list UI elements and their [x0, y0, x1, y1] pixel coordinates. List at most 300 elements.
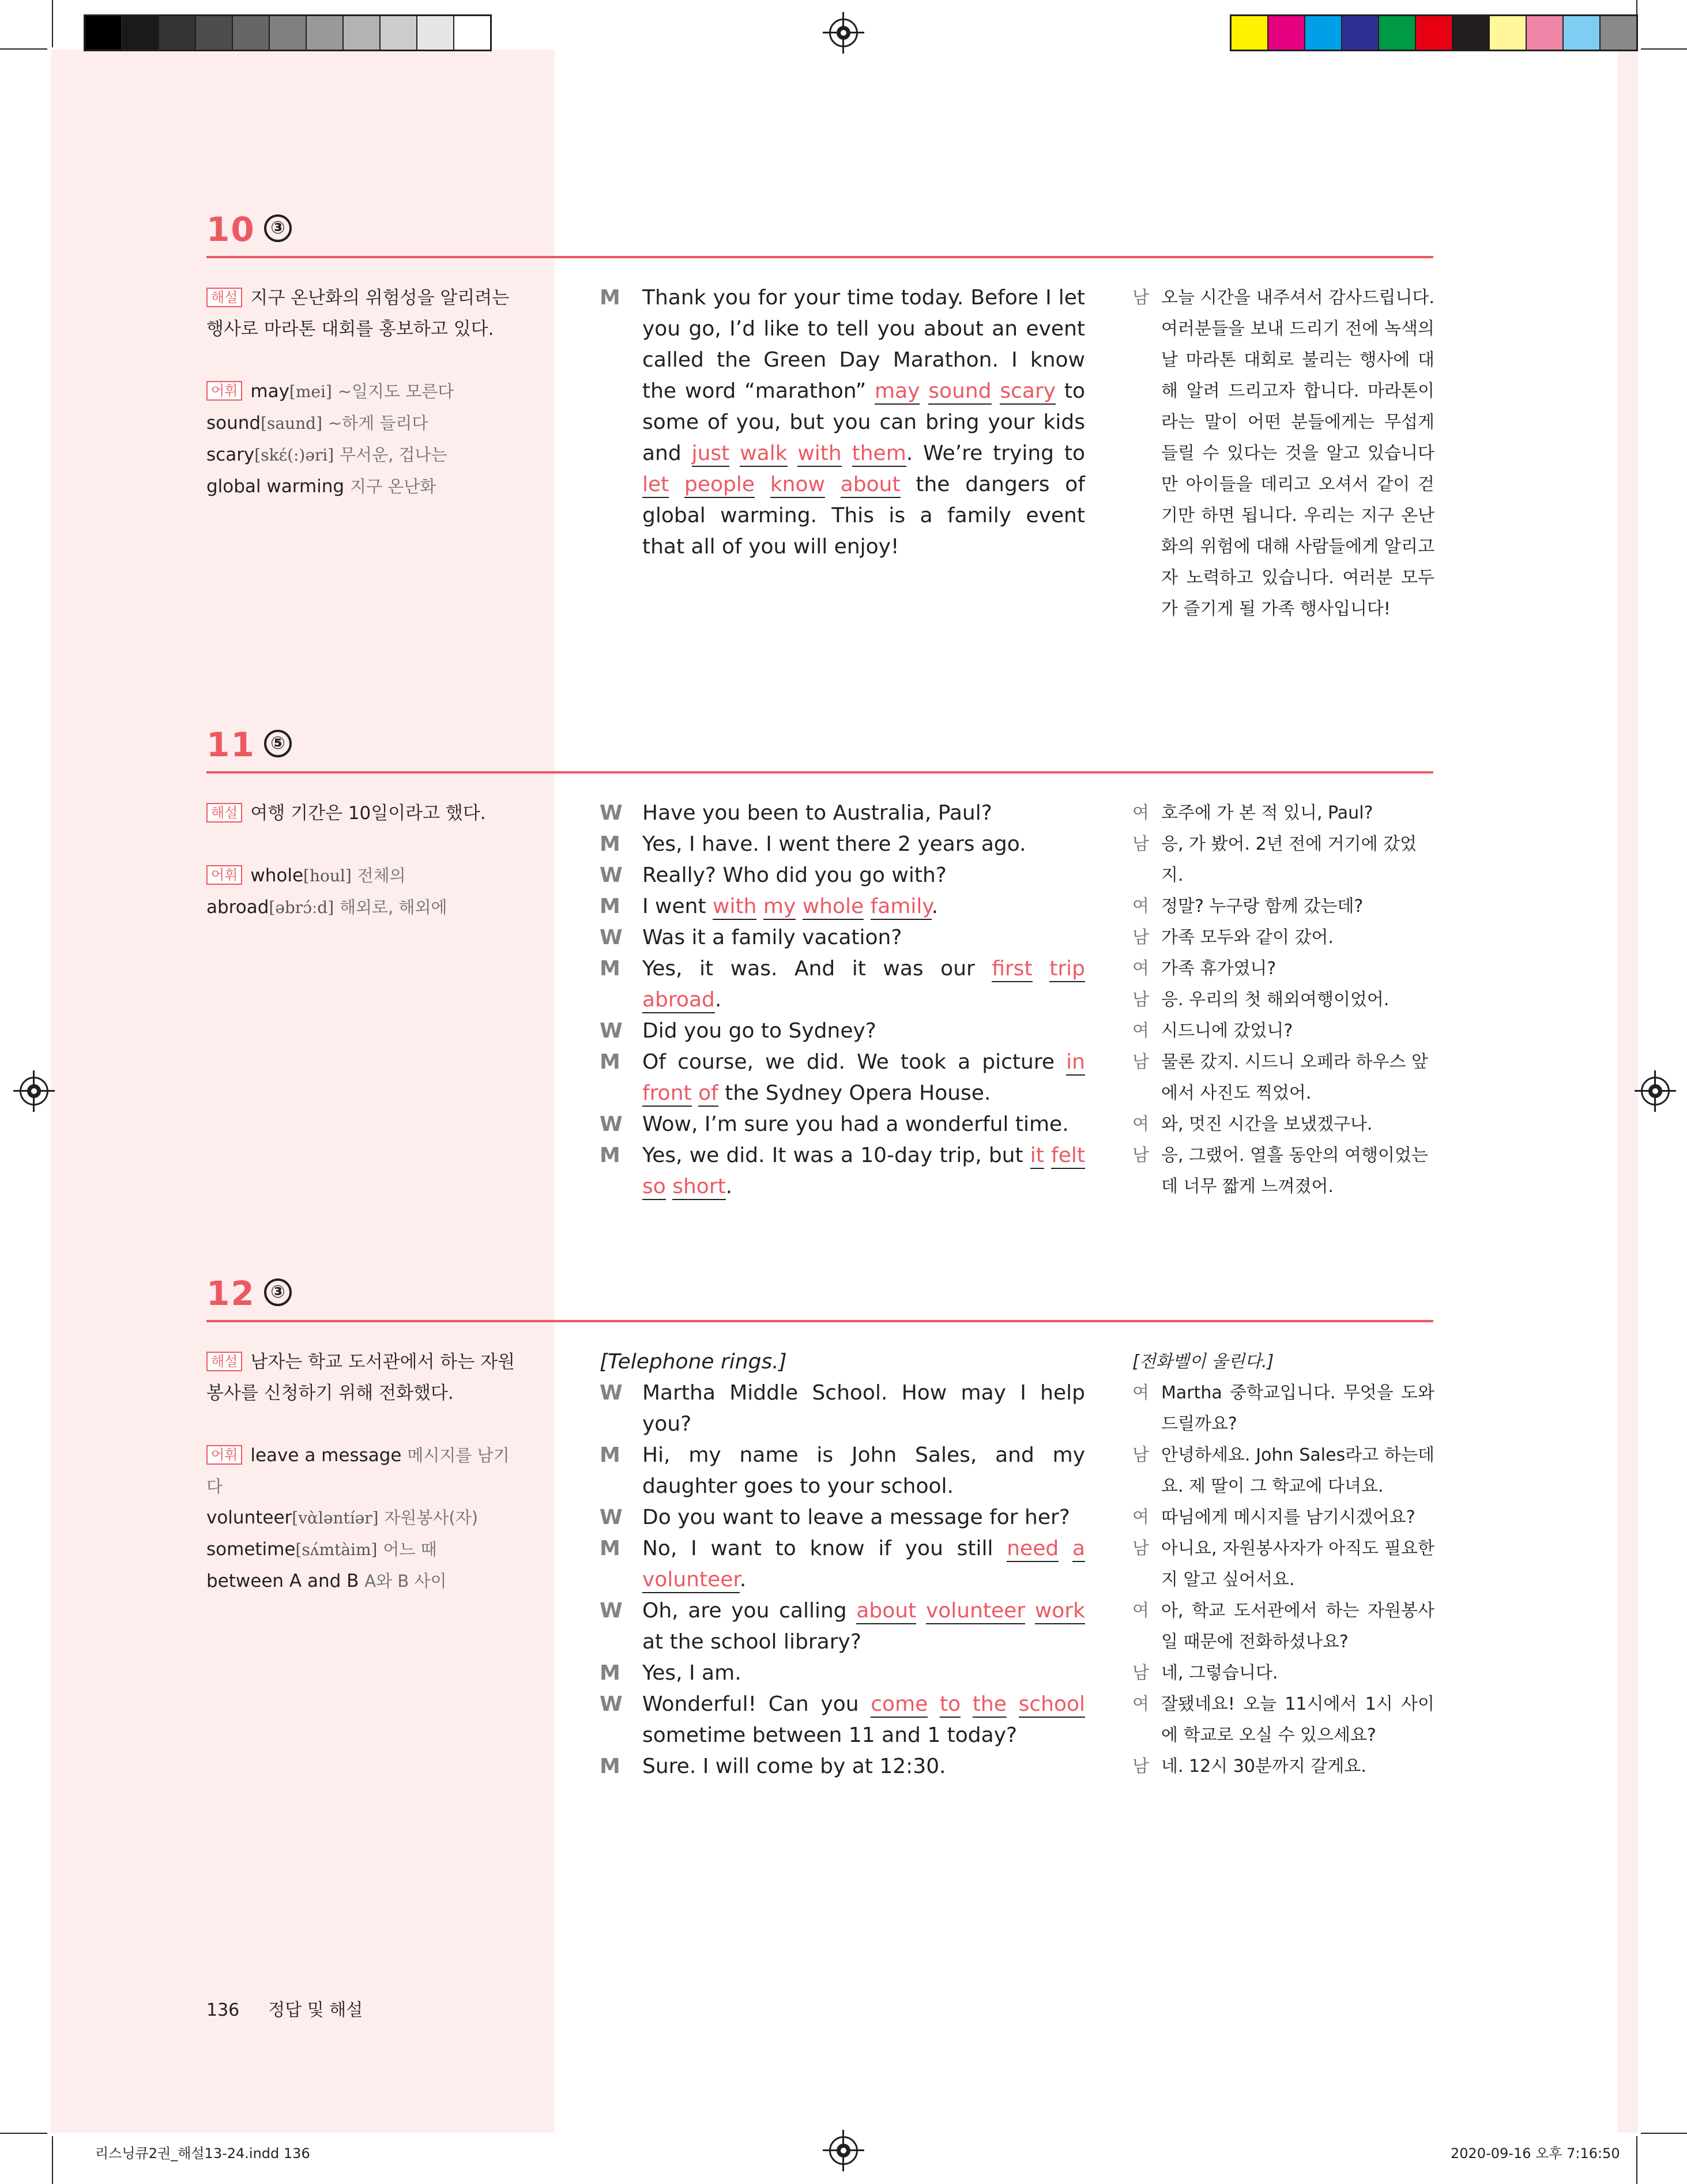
translation-line	[1132, 1689, 1434, 1751]
answer-word: it	[1030, 1144, 1044, 1169]
dialogue-text	[642, 282, 1085, 563]
stage-direction: [전화벨이 울린다.]	[1132, 1352, 1274, 1372]
speaker-label: M	[600, 832, 620, 856]
dialogue-text	[642, 1689, 1085, 1751]
crop-mark	[52, 2136, 53, 2184]
speaker-label: W	[600, 926, 623, 949]
vocab-term: sometime	[206, 1539, 296, 1560]
dialogue-segment: I went	[642, 895, 713, 918]
dialogue-segment	[961, 1692, 973, 1716]
dialogue-segment	[1059, 1537, 1072, 1560]
vocab-term: may	[250, 381, 289, 402]
translation-text: 네, 그렇습니다.	[1161, 1663, 1278, 1683]
dialogue-segment	[669, 473, 684, 496]
registration-mark-icon	[829, 18, 858, 47]
vocab-item	[206, 892, 518, 923]
vocab-phonetic: [əbrɔ́ːd]	[269, 898, 334, 917]
dialogue-text	[642, 860, 1085, 891]
answer-word: family	[871, 895, 932, 920]
dialogue-segment	[729, 442, 740, 465]
translation-text: 응, 가 봤어. 2년 전에 거기에 갔었지.	[1161, 834, 1417, 885]
translation-text: 오늘 시간을 내주셔서 감사드립니다. 여러분들을 보내 드리기 전에 녹색의 날 마라톤 대회로 불리는 행사에 대해 알려 드리고자 합니다. 마라톤이라는 말이 어떤 분들에게는 무섭게 들릴 수 있다는 것을 알고 있습니다만 아이들을 데리고 오셔서 같이 걷기만 하면 됩니다. 우리는 지구 온난화의 위험에 대해 사람들에게 알리고자 노력하고 있습니다. 여러분 모두가 즐기게 될 가족 행사입니다!	[1161, 288, 1434, 619]
color-swatch	[1416, 16, 1453, 50]
speaker-label: 여	[1132, 1021, 1149, 1041]
answer-word: may	[875, 379, 920, 405]
dialogue-segment: .	[931, 895, 939, 918]
color-swatch	[233, 16, 270, 50]
dialogue-segment: the dangers of global warming. This is a family event that all of you will enjoy!	[642, 473, 1085, 559]
dialogue-segment	[1007, 1692, 1019, 1716]
translation-line	[1132, 282, 1434, 625]
answer-badge: ③	[264, 214, 292, 242]
dialogue-lines	[600, 282, 1085, 563]
answer-badge: ⑤	[264, 730, 292, 757]
dialogue-text	[642, 1109, 1085, 1140]
dialogue-segment: Yes, I have. I went there 2 years ago.	[642, 832, 1026, 856]
vocab-item	[206, 471, 518, 502]
dialogue-line	[600, 1109, 1085, 1140]
explanation	[206, 798, 518, 829]
vocab-meaning: 지구 온난화	[349, 477, 436, 496]
translation-text: 응. 우리의 첫 해외여행이었어.	[1161, 990, 1389, 1010]
section-10-header	[206, 204, 1433, 258]
crop-mark	[1636, 0, 1637, 47]
dialogue-line	[600, 829, 1085, 860]
color-swatch	[196, 16, 233, 50]
translation-lines	[1132, 798, 1434, 1202]
answer-word: need	[1007, 1537, 1059, 1562]
explanation-text: 지구 온난화의 위험성을 알리려는 행사로 마라톤 대회를 홍보하고 있다.	[206, 288, 510, 340]
dialogue-segment	[928, 1692, 940, 1716]
vocab-item	[206, 439, 518, 471]
translation-text: 시드니에 갔었니?	[1161, 1021, 1293, 1041]
answer-badge: ③	[264, 1278, 292, 1306]
dialogue-segment: sometime between 11 and 1 today?	[642, 1723, 1018, 1747]
dialogue-segment: .	[739, 1568, 747, 1591]
vocab-meaning: 무서운, 겁나는	[340, 445, 447, 465]
speaker-label: 남	[1132, 1052, 1149, 1072]
dialogue-segment	[1025, 1599, 1035, 1623]
vocab-term: global warming	[206, 476, 345, 497]
dialogue-segment	[788, 442, 798, 465]
vocab-item	[206, 408, 518, 439]
section-11-dialogue	[600, 798, 1085, 1202]
dialogue-segment: at the school library?	[642, 1630, 861, 1654]
translation-line	[1132, 1751, 1434, 1782]
translation-line	[1132, 1502, 1434, 1533]
dialogue-segment: Sure. I will come by at 12:30.	[642, 1755, 946, 1778]
speaker-label: 여	[1132, 896, 1149, 916]
translation-text: 따님에게 메시지를 남기시겠어요?	[1161, 1507, 1415, 1527]
speaker-label: 여	[1132, 1694, 1149, 1714]
translation-line	[1132, 891, 1434, 922]
speaker-label: M	[600, 1144, 620, 1167]
dialogue-lines	[600, 798, 1085, 1202]
answer-word: whole	[803, 895, 864, 920]
page-footer	[206, 1996, 363, 2021]
vocab-term: between A and B	[206, 1571, 359, 1591]
crop-mark	[52, 0, 53, 47]
dialogue-line	[600, 860, 1085, 891]
vocab-term: scary	[206, 444, 255, 465]
answer-word: trip	[1049, 957, 1085, 982]
question-number: 11	[206, 725, 255, 764]
speaker-label: M	[600, 957, 620, 980]
speaker-label: 여	[1132, 1507, 1149, 1527]
color-swatch	[1268, 16, 1305, 50]
color-swatch	[85, 16, 122, 50]
answer-word: come	[871, 1692, 928, 1718]
grayscale-calibration-strip	[84, 14, 492, 51]
vocab-term: leave a message	[250, 1445, 402, 1466]
speaker-label: W	[600, 1692, 623, 1716]
translation-line	[1132, 953, 1434, 985]
dialogue-text	[642, 1658, 1085, 1689]
vocab-meaning: 해외로, 해외에	[340, 897, 447, 917]
color-swatch	[1453, 16, 1490, 50]
translation-line	[1132, 1378, 1434, 1440]
vocab-list	[206, 1440, 518, 1597]
crop-mark	[1641, 2133, 1687, 2134]
dialogue-segment: Of course, we did. We took a picture	[642, 1050, 1067, 1074]
vocab-item	[206, 376, 518, 408]
vocab-phonetic: [houl]	[303, 866, 352, 885]
answer-word: short	[672, 1175, 726, 1200]
section-12-dialogue	[600, 1346, 1085, 1782]
speaker-label: M	[600, 1755, 620, 1778]
vocab-tag: 어휘	[206, 1445, 242, 1465]
translation-lines	[1132, 1378, 1434, 1782]
dialogue-segment	[920, 379, 928, 403]
vocab-tag: 어휘	[206, 865, 242, 885]
dialogue-line	[600, 1689, 1085, 1751]
vocab-item	[206, 1534, 518, 1566]
dialogue-segment	[1044, 1144, 1051, 1167]
answer-word: about	[841, 473, 901, 498]
dialogue-segment: Wonderful! Can you	[642, 1692, 871, 1716]
dialogue-segment	[755, 473, 770, 496]
speaker-label: M	[600, 1537, 620, 1560]
dialogue-line	[600, 1047, 1085, 1109]
dialogue-segment: Was it a family vacation?	[642, 926, 902, 949]
section-11-header	[206, 719, 1433, 774]
dialogue-segment: Thank you for your time today. Before I let you go, I’d like to tell you about an event called the Green Day Marathon. I know the word “marathon”	[642, 286, 1085, 403]
dialogue-line	[600, 1595, 1085, 1658]
answer-word: people	[684, 473, 755, 498]
dialogue-segment: Yes, it was. And it was our	[642, 957, 992, 980]
answer-word: the	[973, 1692, 1007, 1718]
dialogue-segment: . We’re trying to	[906, 442, 1086, 465]
vocab-item	[206, 1502, 518, 1534]
vocab-meaning: ~하게 들리다	[327, 413, 428, 433]
translation-line	[1132, 1533, 1434, 1595]
dialogue-line	[600, 1502, 1085, 1533]
dialogue-lines	[600, 1378, 1085, 1782]
dialogue-text	[642, 953, 1085, 1016]
section-11-translation	[1132, 798, 1434, 1202]
dialogue-line	[600, 1140, 1085, 1202]
translation-text: 아니요, 자원봉사자가 아직도 필요한지 알고 싶어서요.	[1161, 1538, 1434, 1590]
translation-text: 가족 휴가였니?	[1161, 959, 1276, 979]
dialogue-text	[642, 1533, 1085, 1595]
translation-text: 안녕하세요. John Sales라고 하는데요. 제 딸이 그 학교에 다녀요.	[1161, 1445, 1434, 1496]
color-swatch	[1601, 16, 1636, 50]
answer-word: know	[770, 473, 825, 498]
answer-word: school	[1019, 1692, 1085, 1718]
answer-word: first	[992, 957, 1032, 982]
speaker-label: W	[600, 1019, 623, 1043]
section-11-notes	[206, 798, 518, 923]
vocab-phonetic: [mei]	[289, 382, 332, 401]
vocab-phonetic: [sʌ́mtàim]	[295, 1540, 378, 1559]
answer-word: volunteer	[926, 1599, 1025, 1624]
speaker-label: M	[600, 1050, 620, 1074]
question-number: 12	[206, 1274, 255, 1313]
color-swatch	[344, 16, 381, 50]
dialogue-segment: No, I want to know if you still	[642, 1537, 1007, 1560]
vocab-meaning: A와 B 사이	[364, 1571, 447, 1591]
page-number: 136	[206, 2000, 240, 2020]
answer-word: with	[797, 442, 841, 467]
section-12-translation	[1132, 1346, 1434, 1782]
color-swatch	[1305, 16, 1342, 50]
crop-mark	[0, 2133, 47, 2134]
speaker-label: 여	[1132, 1383, 1149, 1403]
dialogue-segment: Do you want to leave a message for her?	[642, 1506, 1070, 1529]
translation-line	[1132, 1440, 1434, 1502]
color-swatch	[381, 16, 417, 50]
vocab-phonetic: [vὰləntíər]	[292, 1508, 379, 1527]
dialogue-text	[642, 1440, 1085, 1502]
section-12-header	[206, 1268, 1433, 1322]
answer-word: them	[852, 442, 906, 467]
color-swatch	[307, 16, 344, 50]
question-number: 10	[206, 210, 255, 249]
vocab-list	[206, 860, 518, 923]
dialogue-line	[600, 1016, 1085, 1047]
vocab-list	[206, 376, 518, 502]
dialogue-line	[600, 1751, 1085, 1782]
translation-text: 가족 모두와 같이 갔어.	[1161, 927, 1334, 948]
answer-word: walk	[740, 442, 787, 467]
speaker-label: 남	[1132, 288, 1149, 308]
color-swatch	[1232, 16, 1268, 50]
speaker-label: W	[600, 801, 623, 825]
section-12-notes	[206, 1346, 518, 1597]
color-swatch	[122, 16, 159, 50]
section-10-translation	[1132, 282, 1434, 625]
dialogue-text	[642, 1378, 1085, 1440]
vocab-meaning: ~일지도 모른다	[337, 382, 454, 401]
speaker-label: W	[600, 1506, 623, 1529]
speaker-label: 여	[1132, 1114, 1149, 1134]
crop-mark	[0, 48, 47, 50]
translation-line	[1132, 985, 1434, 1016]
dialogue-line	[600, 1440, 1085, 1502]
crop-mark	[1636, 2136, 1637, 2184]
color-swatch	[270, 16, 307, 50]
color-swatch	[1379, 16, 1416, 50]
translation-line	[1132, 1140, 1434, 1202]
vocab-term: whole	[250, 865, 304, 886]
speaker-label: M	[600, 1661, 620, 1685]
dialogue-text	[642, 1047, 1085, 1109]
dialogue-line	[600, 798, 1085, 829]
dialogue-line	[600, 1378, 1085, 1440]
dialogue-segment: Did you go to Sydney?	[642, 1019, 876, 1043]
dialogue-line	[600, 1658, 1085, 1689]
dialogue-segment	[692, 1081, 698, 1105]
registration-mark-icon	[20, 1077, 48, 1106]
dialogue-text	[642, 1595, 1085, 1658]
explanation-text: 남자는 학교 도서관에서 하는 자원 봉사를 신청하기 위해 전화했다.	[206, 1352, 515, 1404]
speaker-label: 여	[1132, 959, 1149, 979]
speaker-label: W	[600, 1381, 623, 1405]
slug-timestamp: 2020-09-16 오후 7:16:50	[1451, 2145, 1620, 2162]
translation-text: 아, 학교 도서관에서 하는 자원봉사 일 때문에 전화하셨나요?	[1161, 1601, 1434, 1652]
speaker-label: 여	[1132, 1601, 1149, 1621]
translation-line	[1132, 922, 1434, 953]
translation-line	[1132, 1016, 1434, 1047]
speaker-label: M	[600, 286, 620, 310]
stage-direction: [Telephone rings.]	[600, 1350, 787, 1374]
vocab-meaning: 전체의	[357, 866, 406, 885]
vocab-phonetic: [saund]	[261, 414, 322, 433]
registration-mark-icon	[829, 2136, 858, 2165]
section-10-notes	[206, 282, 518, 502]
dialogue-segment: Wow, I’m sure you had a wonderful time.	[642, 1112, 1069, 1136]
speaker-label: M	[600, 1443, 620, 1467]
color-swatch	[1564, 16, 1601, 50]
answer-word: scary	[1000, 379, 1056, 405]
answer-word: a	[1072, 1537, 1085, 1562]
page-label: 정답 및 해설	[268, 2000, 363, 2020]
answer-word: just	[692, 442, 730, 467]
vocab-item	[206, 860, 518, 892]
dialogue-segment	[992, 379, 1000, 403]
translation-lines	[1132, 282, 1434, 625]
translation-text: 네. 12시 30분까지 갈게요.	[1161, 1756, 1366, 1776]
dialogue-line	[600, 953, 1085, 1016]
dialogue-segment: Yes, I am.	[642, 1661, 741, 1685]
translation-text: 와, 멋진 시간을 보냈겠구나.	[1161, 1114, 1373, 1134]
color-swatch	[1490, 16, 1527, 50]
vocab-tag: 어휘	[206, 381, 242, 401]
vocab-term: volunteer	[206, 1507, 292, 1528]
color-swatch	[454, 16, 490, 50]
dialogue-line	[600, 282, 1085, 563]
dialogue-segment	[756, 895, 763, 918]
dialogue-segment	[916, 1599, 926, 1623]
dialogue-text	[642, 1751, 1085, 1782]
dialogue-segment	[825, 473, 841, 496]
translation-line	[1132, 798, 1434, 829]
explanation-tag: 해설	[206, 803, 242, 823]
dialogue-segment: Martha Middle School. How may I help you?	[642, 1381, 1085, 1436]
answer-word: so	[642, 1175, 666, 1200]
slug-filename: 리스닝큐2권_해설13-24.indd 136	[95, 2145, 310, 2162]
dialogue-segment: Hi, my name is John Sales, and my daughter goes to your school.	[642, 1443, 1085, 1498]
dialogue-segment: Oh, are you calling	[642, 1599, 857, 1623]
dialogue-segment: .	[725, 1175, 733, 1198]
answer-word: let	[642, 473, 669, 498]
translation-text: 응, 그랬어. 열흘 동안의 여행이었는데 너무 짧게 느껴졌어.	[1161, 1145, 1428, 1197]
translation-line	[1132, 1595, 1434, 1658]
dialogue-line	[600, 922, 1085, 953]
speaker-label: M	[600, 895, 620, 918]
vocab-item	[206, 1566, 518, 1597]
vocab-meaning: 자원봉사(자)	[384, 1508, 479, 1527]
answer-word: of	[698, 1081, 718, 1107]
vocab-item	[206, 1440, 518, 1502]
speaker-label: 남	[1132, 1538, 1149, 1559]
dialogue-text	[642, 798, 1085, 829]
vocab-meaning: 메시지를 남기다	[206, 1446, 510, 1496]
registration-mark-icon	[1641, 1077, 1670, 1106]
speaker-label: 여	[1132, 803, 1149, 823]
translation-text: 물론 갔지. 시드니 오페라 하우스 앞에서 사진도 찍었어.	[1161, 1052, 1428, 1103]
dialogue-segment: Have you been to Australia, Paul?	[642, 801, 992, 825]
translation-line	[1132, 829, 1434, 891]
speaker-label: W	[600, 1112, 623, 1136]
translation-line	[1132, 1047, 1434, 1109]
dialogue-text	[642, 922, 1085, 953]
speaker-label: W	[600, 1599, 623, 1623]
speaker-label: 남	[1132, 1145, 1149, 1165]
translation-line	[1132, 1109, 1434, 1140]
answer-word: to	[940, 1692, 961, 1718]
dialogue-segment: Really? Who did you go with?	[642, 863, 947, 887]
speaker-label: 남	[1132, 834, 1149, 854]
answer-word: with	[713, 895, 756, 920]
color-swatch	[1342, 16, 1379, 50]
color-swatch	[417, 16, 454, 50]
crop-mark	[1641, 48, 1687, 50]
speaker-label: W	[600, 863, 623, 887]
dialogue-segment	[1033, 957, 1050, 980]
answer-word: work	[1035, 1599, 1085, 1624]
answer-word: felt	[1051, 1144, 1085, 1169]
color-swatch	[1527, 16, 1564, 50]
dialogue-segment: .	[714, 988, 722, 1012]
translation-text: 호주에 가 본 적 있니, Paul?	[1161, 803, 1373, 823]
dialogue-segment	[864, 895, 870, 918]
dialogue-segment: to some of you, but you can bring your kids and	[642, 379, 1085, 465]
translation-text: 잘됐네요! 오늘 11시에서 1시 사이에 학교로 오실 수 있으세요?	[1161, 1694, 1434, 1745]
answer-word: about	[856, 1599, 916, 1624]
dialogue-text	[642, 1502, 1085, 1533]
color-swatch	[159, 16, 196, 50]
explanation	[206, 282, 518, 345]
translation-line	[1132, 1658, 1434, 1689]
answer-word: sound	[928, 379, 991, 405]
speaker-label: 남	[1132, 927, 1149, 948]
answer-word: my	[763, 895, 796, 920]
answer-word: in	[1066, 1050, 1085, 1076]
answer-word: front	[642, 1081, 692, 1107]
explanation-text: 여행 기간은 10일이라고 했다.	[250, 803, 486, 824]
dialogue-segment	[666, 1175, 672, 1198]
dialogue-text	[642, 1016, 1085, 1047]
explanation-tag: 해설	[206, 1352, 242, 1371]
dialogue-text	[642, 891, 1085, 922]
speaker-label: 남	[1132, 1445, 1149, 1465]
dialogue-text	[642, 829, 1085, 860]
color-calibration-strip	[1230, 14, 1638, 51]
dialogue-line	[600, 1533, 1085, 1595]
speaker-label: 남	[1132, 990, 1149, 1010]
vocab-phonetic: [skέ(:)əri]	[254, 446, 334, 465]
